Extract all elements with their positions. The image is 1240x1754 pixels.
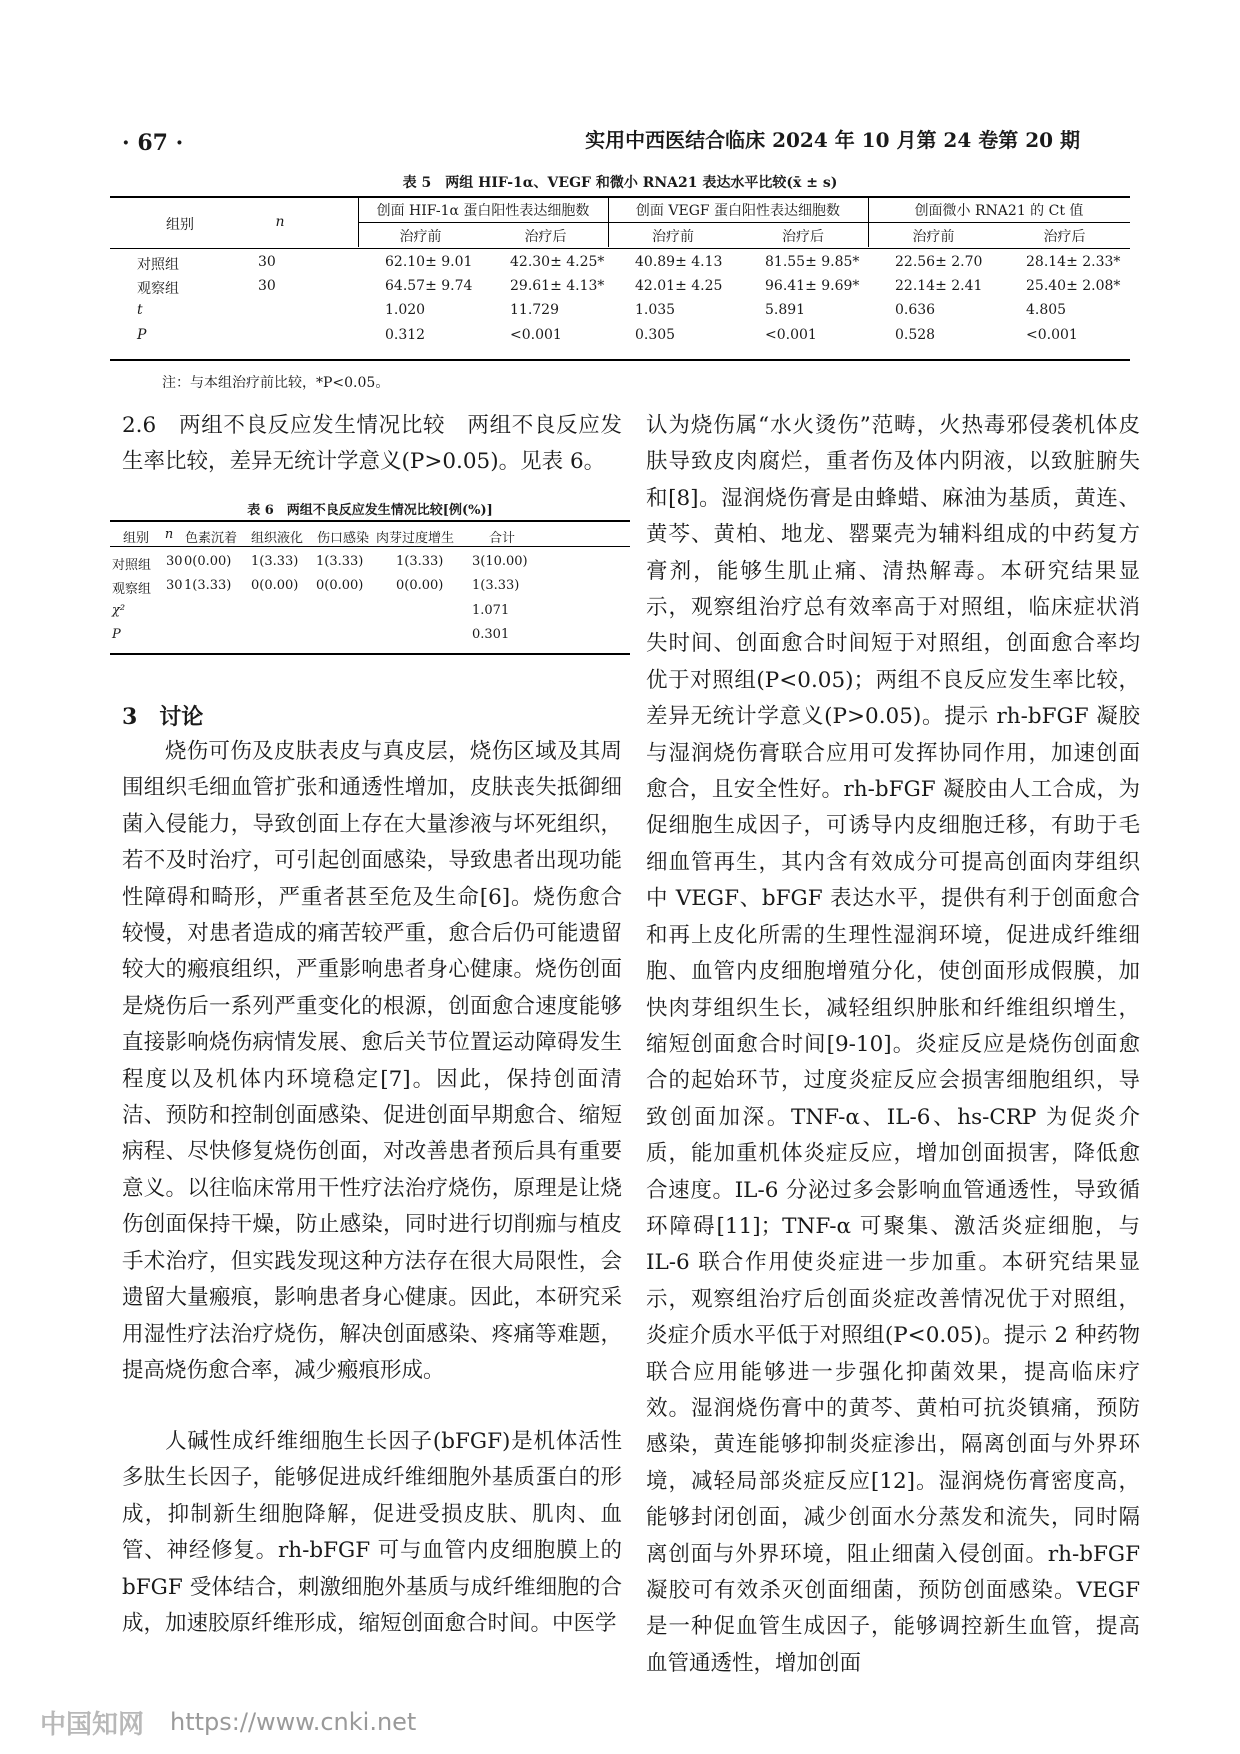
table6-cell: 0.301 — [472, 627, 510, 642]
table5-cell: 22.56± 2.70 — [895, 254, 983, 270]
table5-cell: 42.30± 4.25* — [510, 254, 605, 270]
table5-cell: <0.001 — [1026, 327, 1078, 343]
table5-header-hif: 创面 HIF-1α 蛋白阳性表达细胞数 — [376, 203, 590, 219]
discussion-paragraph-right: 认为烧伤属“水火烫伤”范畴，火热毒邪侵袭机体皮肤导致皮肉腐烂，重者伤及体内阴液，以致脏腑失和[8]。湿润烧伤膏是由蜂蜡、麻油为基质，黄连、黄芩、黄柏、地龙、罂粟壳为辅料组成的中药复方膏剂，能够生肌止痛、清热解毒。本研究结果显示，观察组治疗总有效率高于对照组，临床症状消失时间、创面愈合时间短于对照组，创面愈合率均优于对照组(P<0.05)；两组不良反应发生率比较，差异无统计学意义(P>0.05)。提示 rh-bFGF 凝胶与湿润烧伤膏联合应用可发挥协同作用，加速创面愈合，且安全性好。rh-bFGF 凝胶由人工合成，为促细胞生成因子，可诱导内皮细胞迁移，有助于毛细血管再生，其内含有效成分可提高创面肉芽组织中 VEGF、bFGF 表达水平，提供有利于创面愈合和再上皮化所需的生理性湿润环境，促进成纤维细胞、血管内皮细胞增殖分化，使创面形成假膜，加快肉芽组织生长，减轻组织肿胀和纤维组织增生，缩短创面愈合时间[9-10]。炎症反应是烧伤创面愈合的起始环节，过度炎症反应会损害细胞组织，导致创面加深。TNF-α、IL-6、hs-CRP 为促炎介质，能加重机体炎症反应，增加创面损害，降低愈合速度。IL-6 分泌过多会影响血管通透性，导致循环障碍[11]；TNF-α 可聚集、激活炎症细胞，与 IL-6 联合作用使炎症进一步加重。本研究结果显示，观察组治疗后创面炎症改善情况优于对照组，炎症介质水平低于对照组(P<0.05)。提示 2 种药物联合应用能够进一步强化抑菌效果，提高临床疗效。湿润烧伤膏中的黄芩、黄柏可抗炎镇痛，预防感染，黄连能够抑制炎症渗出，隔离创面与外界环境，减轻局部炎症反应[12]。湿润烧伤膏密度高，能够封闭创面，减少创面水分蒸发和流失，同时隔离创面与外界环境，阻止细菌入侵创面。rh-bFGF 凝胶可有效杀灭创面细菌，预防创面感染。VEGF 是一种促血管生成因子，能够调控新生血管，提高血管通透性，增加创面 — [646, 413, 1140, 1676]
table5-header-n: n — [275, 214, 285, 230]
table6-cell: 30 — [166, 578, 183, 593]
page-number: · 67 · — [122, 130, 184, 156]
table5-cell: 4.805 — [1026, 302, 1067, 318]
table5-cell: 81.55± 9.85* — [765, 254, 860, 270]
table6-cell: 观察组 — [112, 582, 152, 597]
table6-cell: 1(3.33) — [396, 554, 444, 569]
table6-header: 组别 — [122, 531, 149, 546]
table5-header-vegf: 创面 VEGF 蛋白阳性表达细胞数 — [635, 203, 841, 219]
table6-cell: 0(0.00) — [396, 578, 444, 593]
table5-header-group: 组别 — [166, 217, 194, 233]
table6-cell: 0(0.00) — [316, 578, 364, 593]
table5-row-label: P — [137, 327, 147, 343]
table6-cell: 对照组 — [112, 558, 152, 573]
table6-cell: 1(3.33) — [251, 554, 299, 569]
table5-row-label: 观察组 — [137, 281, 179, 297]
table6-cell: 0(0.00) — [184, 554, 232, 569]
table6-caption: 表 6 两组不良反应发生情况比较[例(%)] — [247, 503, 493, 518]
table6-cell: 30 — [166, 554, 183, 569]
table6-cell: 1.071 — [472, 603, 510, 618]
table5-cell: 1.020 — [385, 302, 426, 318]
table5-cell: 42.01± 4.25 — [635, 278, 723, 294]
table5-subheader: 治疗前 — [912, 229, 955, 245]
section-2-6-paragraph: 2.6 两组不良反应发生情况比较 两组不良反应发生率比较，差异无统计学意义(P>0.05)。见表 6。 — [122, 413, 622, 475]
table5-caption: 表 5 两组 HIF-1α、VEGF 和微小 RNA21 表达水平比较(x̄ ± s) — [402, 175, 838, 191]
table5-cell: 0.528 — [895, 327, 936, 343]
table5-cell: 64.57± 9.74 — [385, 278, 473, 294]
table5-cell: 1.035 — [635, 302, 676, 318]
cnki-url[interactable]: https://www.cnki.net — [170, 1708, 417, 1736]
table6-header: 伤口感染 — [316, 531, 369, 546]
table5-cell: 0.312 — [385, 327, 426, 343]
table5-subheader: 治疗前 — [399, 229, 442, 245]
discussion-paragraph-1: 烧伤可伤及皮肤表皮与真皮层，烧伤区域及其周围组织毛细血管扩张和通透性增加，皮肤丧失抵御细菌入侵能力，导致创面上存在大量渗液与坏死组织，若不及时治疗，可引起创面感染，导致患者出现功能性障碍和畸形，严重者甚至危及生命[6]。烧伤愈合较慢，对患者造成的痛苦较严重，愈合后仍可能遗留较大的瘢痕组织，严重影响患者身心健康。烧伤创面是烧伤后一系列严重变化的根源，创面愈合速度能够直接影响烧伤病情发展、愈后关节位置运动障碍发生程度以及机体内环境稳定[7]。因此，保持创面清洁、预防和控制创面感染、促进创面早期愈合、缩短病程、尽快修复烧伤创面，对改善患者预后具有重要意义。以往临床常用干性疗法治疗烧伤，原理是让烧伤创面保持干燥，防止感染，同时进行切削痂与植皮手术治疗，但实践发现这种方法存在很大局限性，会遗留大量瘢痕，影响患者身心健康。因此，本研究采用湿性疗法治疗烧伤，解决创面感染、疼痛等难题，提高烧伤愈合率，减少瘢痕形成。 — [122, 739, 622, 1383]
discussion-paragraph-2: 人碱性成纤维细胞生长因子(bFGF)是机体活性多肽生长因子，能够促进成纤维细胞外基质蛋白的形成，抑制新生细胞降解，促进受损皮肤、肌肉、血管、神经修复。rh-bFGF 可与血管内皮细胞膜上的 bFGF 受体结合，刺激细胞外基质与成纤维细胞的合成，加速胶原纤维形成，缩短创面愈合时间。中医学 — [122, 1429, 622, 1637]
table6-header: 组织液化 — [250, 531, 303, 546]
section-3-title: 3 讨论 — [122, 704, 204, 730]
table5-row-n: 30 — [258, 278, 276, 294]
table5-row-label: 对照组 — [137, 257, 179, 273]
table6-cell: 1(3.33) — [316, 554, 364, 569]
table5-cell: 22.14± 2.41 — [895, 278, 983, 294]
table5-cell: 29.61± 4.13* — [510, 278, 605, 294]
table6-cell: 3(10.00) — [472, 554, 528, 569]
table6-header: n — [164, 527, 174, 542]
table5-cell: 0.636 — [895, 302, 936, 318]
table6-header: 合计 — [488, 531, 515, 546]
table5-cell: 40.89± 4.13 — [635, 254, 723, 270]
table5-note: 注：与本组治疗前比较，*P<0.05。 — [162, 375, 390, 391]
table5-subheader: 治疗后 — [1043, 229, 1086, 245]
table5-cell: 5.891 — [765, 302, 806, 318]
table5-cell: 28.14± 2.33* — [1026, 254, 1121, 270]
table5-cell: 11.729 — [510, 302, 559, 318]
table5-cell: <0.001 — [510, 327, 562, 343]
table6-cell: 1(3.33) — [184, 578, 232, 593]
table5-row-label: t — [137, 302, 143, 318]
table5-subheader: 治疗后 — [782, 229, 824, 245]
table5-cell: 96.41± 9.69* — [765, 278, 860, 294]
table6-header: 肉芽过度增生 — [376, 531, 455, 546]
table5-header-rna21: 创面微小 RNA21 的 Ct 值 — [914, 203, 1084, 219]
table6-cell: P — [112, 627, 121, 642]
table6-cell: χ² — [112, 603, 126, 618]
table6-cell: 1(3.33) — [472, 578, 520, 593]
table5-subheader: 治疗后 — [524, 229, 567, 245]
table5-row-n: 30 — [258, 254, 276, 270]
table5-cell: 25.40± 2.08* — [1026, 278, 1121, 294]
cnki-logo: 中国知网 — [40, 1710, 145, 1740]
table5-cell: 0.305 — [635, 327, 676, 343]
table6-cell: 0(0.00) — [251, 578, 299, 593]
table5-cell: 62.10± 9.01 — [385, 254, 473, 270]
table5-subheader: 治疗前 — [652, 229, 694, 245]
table6-header: 色素沉着 — [184, 531, 237, 546]
journal-header: 实用中西医结合临床 2024 年 10 月第 24 卷第 20 期 — [585, 128, 1080, 152]
table5-cell: <0.001 — [765, 327, 817, 343]
